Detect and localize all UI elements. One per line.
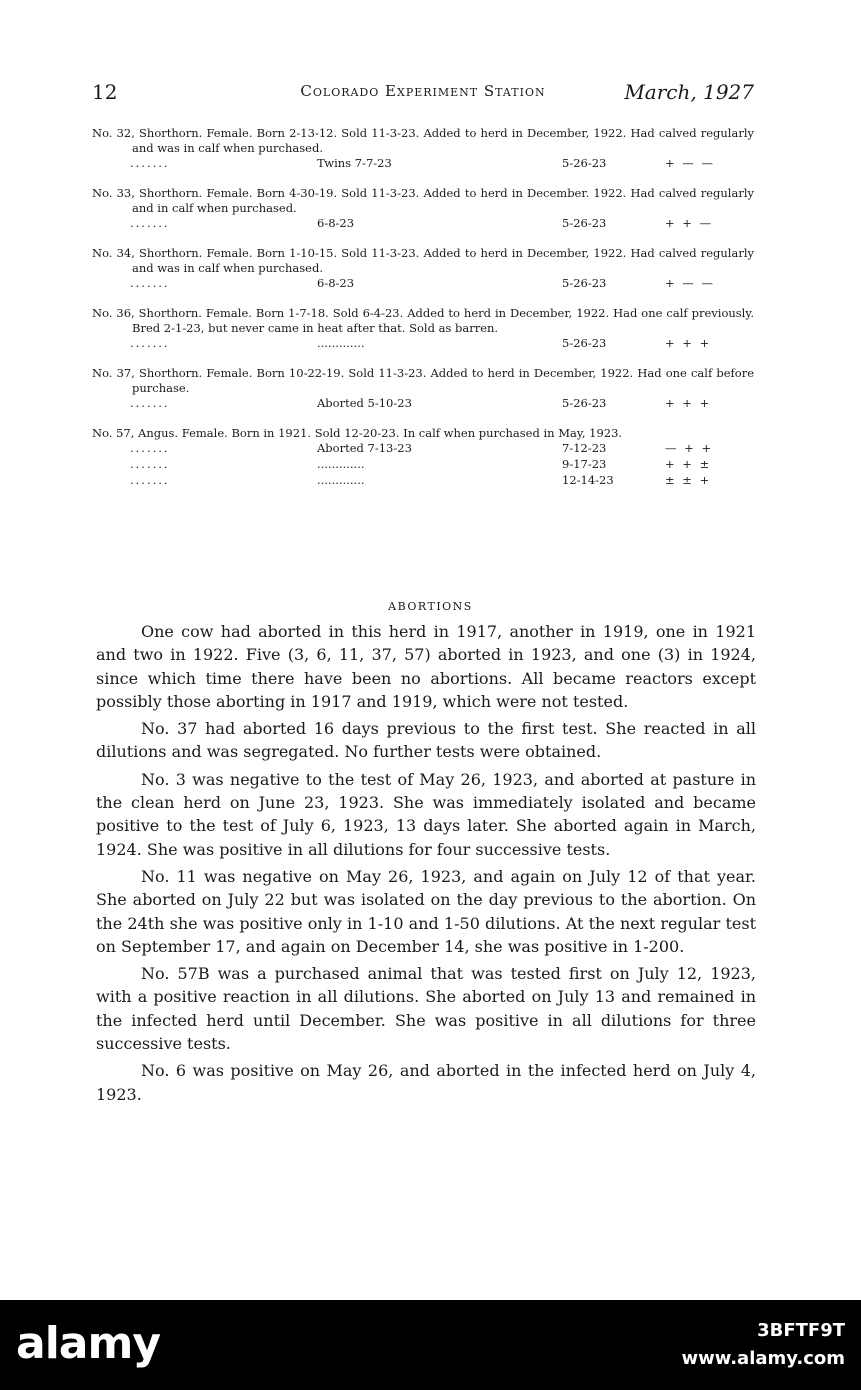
test-row — [92, 156, 754, 172]
event: Aborted 5-10-23 — [317, 396, 412, 410]
test-row — [92, 216, 754, 232]
test-date: 5-26-23 — [562, 156, 607, 170]
section-title: ABORTIONS — [388, 600, 473, 613]
test-result: ± ± + — [665, 473, 712, 487]
paragraph: One cow had aborted in this herd in 1917, another in 1919, one in 1921 and two in 1922. Five (3, 6, 11, 37, 57) aborted in 1923, and one (3) in 1924, since which time there have been no abortions. All became reactors except possibly those aborting in 1917 and 1919, which were not tested. — [96, 622, 756, 711]
leader-dots: ....... — [130, 473, 170, 487]
record-description: No. 34, Shorthorn. Female. Born 1-10-15. Sold 11-3-23. Added to herd in December, 1922. Had calved regularly and was in calf when purchased. — [92, 246, 754, 275]
leader-dots: ....... — [130, 276, 170, 290]
test-result: + — — — [665, 156, 715, 170]
event: ............. — [317, 336, 365, 350]
test-row — [92, 473, 754, 489]
record-37 — [92, 366, 754, 412]
issue-date: March, 1927 — [624, 80, 754, 104]
leader-dots: ....... — [130, 457, 170, 471]
leader-dots: ....... — [130, 216, 170, 230]
site-url: www.alamy.com — [681, 1348, 845, 1369]
running-title: Colorado Experiment Station — [300, 82, 546, 100]
test-date: 12-14-23 — [562, 473, 614, 487]
alamy-logo: alamy — [16, 1318, 160, 1369]
paragraph: No. 11 was negative on May 26, 1923, and again on July 12 of that year. She aborted on July 22 but was isolated on the day previous to the abortion. On the 24th she was positive only in 1-10 and 1-50 dilutions. At the next regular test on September 17, and again on December 14, she was positive in 1-200. — [96, 866, 756, 956]
leader-dots: ....... — [130, 156, 170, 170]
event: 6-8-23 — [317, 276, 355, 290]
event: ............. — [317, 473, 365, 487]
test-result: + + + — [665, 336, 712, 350]
test-date: 5-26-23 — [562, 396, 607, 410]
leader-dots: ....... — [130, 396, 170, 410]
test-result: — + + — [665, 441, 714, 455]
leader-dots: ....... — [130, 336, 170, 350]
test-row — [92, 276, 754, 292]
record-description: No. 57, Angus. Female. Born in 1921. Sold 12-20-23. In calf when purchased in May, 1923. — [92, 426, 623, 440]
test-date: 9-17-23 — [562, 457, 607, 471]
page-number: 12 — [92, 80, 118, 104]
record-33 — [92, 186, 754, 232]
record-34 — [92, 246, 754, 292]
watermark-bar — [0, 1300, 861, 1390]
herd-records — [92, 126, 754, 503]
record-32 — [92, 126, 754, 172]
paragraph: No. 57B was a purchased animal that was tested first on July 12, 1923, with a positive reaction in all dilutions. She aborted on July 13 and remained in the infected herd until December. She was positive in all dilutions for three successive tests. — [96, 964, 756, 1054]
test-date: 7-12-23 — [562, 441, 607, 455]
test-row — [92, 336, 754, 352]
record-description: No. 37, Shorthorn. Female. Born 10-22-19. Sold 11-3-23. Added to herd in December, 1922. Had one calf before purchase. — [92, 366, 754, 395]
test-result: + — — — [665, 276, 715, 290]
abortions-section — [96, 620, 756, 1110]
record-57 — [92, 426, 754, 489]
test-result: + + — — [665, 216, 714, 230]
event: Aborted 7-13-23 — [317, 441, 412, 455]
test-row — [92, 457, 754, 473]
test-row — [92, 396, 754, 412]
record-description: No. 32, Shorthorn. Female. Born 2-13-12. Sold 11-3-23. Added to herd in December, 1922. Had calved regularly and was in calf when purchased. — [92, 126, 754, 155]
image-id: 3BFTF9T — [757, 1320, 845, 1341]
event: ............. — [317, 457, 365, 471]
test-result: + + ± — [665, 457, 712, 471]
paragraph: No. 6 was positive on May 26, and aborted in the infected herd on July 4, 1923. — [96, 1061, 756, 1104]
page-header — [92, 80, 754, 110]
record-36 — [92, 306, 754, 352]
record-description: No. 36, Shorthorn. Female. Born 1-7-18. Sold 6-4-23. Added to herd in December, 1922. Had one calf previously. Bred 2-1-23, but never came in heat after that. Sold as barren. — [92, 306, 754, 335]
leader-dots: ....... — [130, 441, 170, 455]
test-row — [92, 441, 754, 457]
record-description: No. 33, Shorthorn. Female. Born 4-30-19. Sold 11-3-23. Added to herd in December. 1922. Had calved regularly and in calf when purchased. — [92, 186, 754, 215]
event: Twins 7-7-23 — [317, 156, 392, 170]
test-date: 5-26-23 — [562, 276, 607, 290]
paragraph: No. 37 had aborted 16 days previous to the first test. She reacted in all dilutions and was segregated. No further tests were obtained. — [96, 719, 756, 762]
paragraph: No. 3 was negative to the test of May 26, 1923, and aborted at pasture in the clean herd on June 23, 1923. She was immediately isolated and became positive to the test of July 6, 1923, 13 days later. She aborted again in March, 1924. She was positive in all dilutions for four successive tests. — [96, 769, 756, 859]
event: 6-8-23 — [317, 216, 355, 230]
test-date: 5-26-23 — [562, 216, 607, 230]
test-result: + + + — [665, 396, 712, 410]
test-date: 5-26-23 — [562, 336, 607, 350]
